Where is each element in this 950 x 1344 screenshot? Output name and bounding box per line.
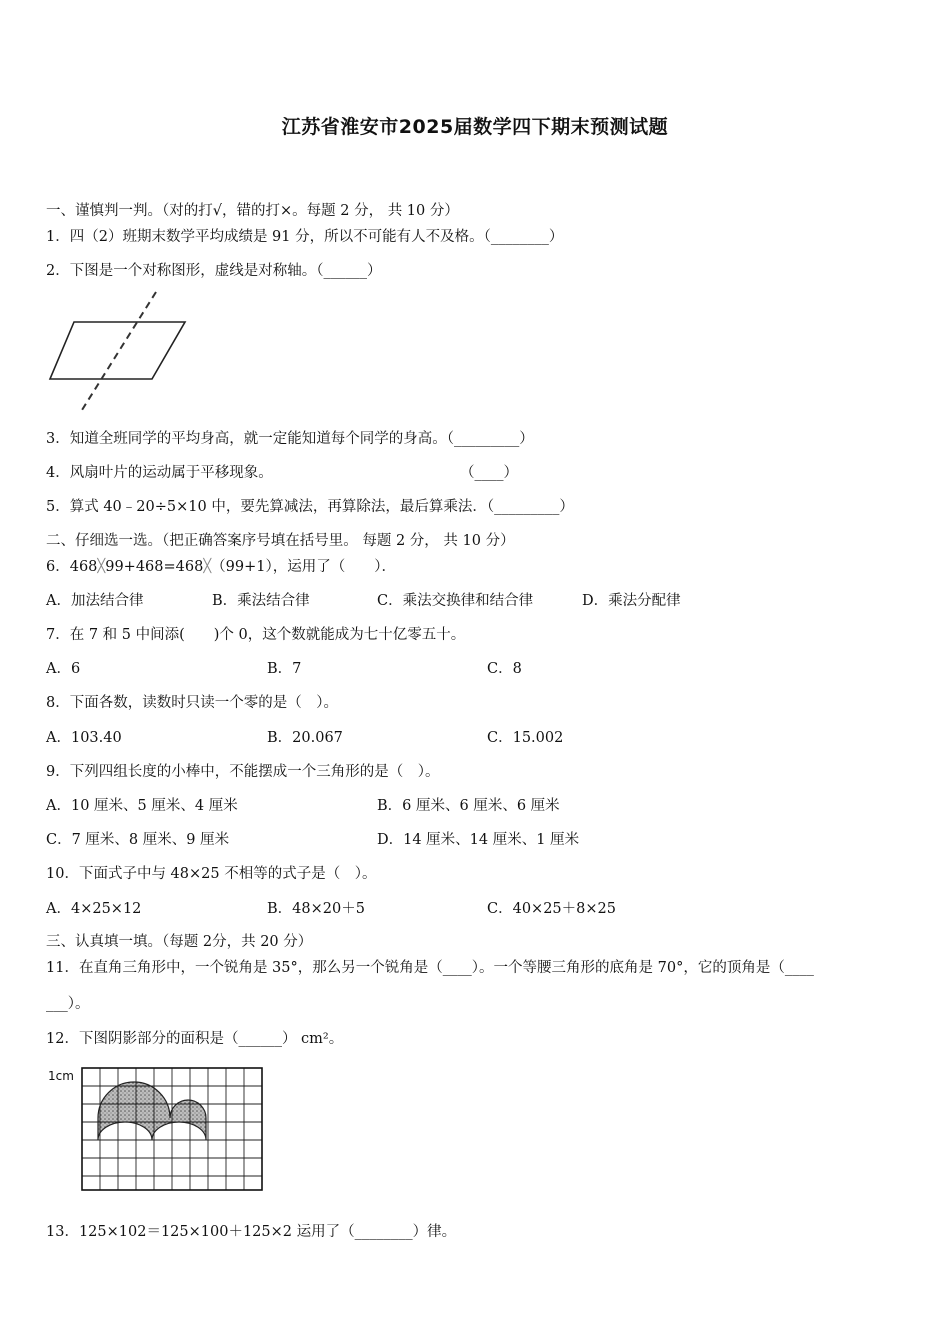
section-heading-2: 二、仔细选一选。（把正确答案序号填在括号里。 每题 2 分， 共 10 分） — [46, 533, 515, 549]
question-7: 7．在 7 和 5 中间添( )个 0，这个数就能成为七十亿零五十。 — [46, 627, 466, 643]
question-6-part-3: （99+1），运用了（ ）． — [211, 559, 396, 575]
q6-option-b: B．乘法结合律 — [212, 593, 310, 609]
section-heading-1: 一、谨慎判一判。（对的打√，错的打×。每题 2 分， 共 10 分） — [46, 203, 459, 219]
parallelogram-shape — [50, 322, 185, 379]
question-13: 13．125×102＝125×100＋125×2 运用了（________）律。 — [46, 1224, 457, 1240]
question-5: 5．算式 40﹣20÷5×10 中，要先算减法，再算除法，最后算乘法．（_________） — [46, 499, 574, 515]
section-heading-3: 三、认真填一填。（每题 2分，共 20 分） — [46, 934, 313, 950]
q10-option-a: A．4×25×12 — [46, 901, 142, 917]
q8-option-a: A．103.40 — [46, 730, 122, 746]
q9-option-c: C．7 厘米、8 厘米、9 厘米 — [46, 832, 230, 848]
q7-option-c: C．8 — [487, 661, 522, 677]
symmetry-axis-dashed — [82, 292, 156, 410]
question-12: 12．下图阴影部分的面积是（______） cm²。 — [46, 1031, 344, 1047]
q6-option-d: D．乘法分配律 — [582, 593, 681, 609]
question-11: 11．在直角三角形中，一个锐角是 35°，那么另一个锐角是（____）。一个等腰三角形的底角是 70°，它的顶角是（____ — [46, 960, 814, 976]
q7-option-a: A．6 — [46, 661, 81, 677]
grid-scale-label: 1cm — [48, 1069, 74, 1083]
question-4-answer-blank: （____） — [460, 465, 518, 481]
times-icon: ╳ — [97, 559, 106, 574]
q7-option-b: B．7 — [267, 661, 302, 677]
question-3: 3．知道全班同学的平均身高，就一定能知道每个同学的身高。（_________） — [46, 431, 534, 447]
q10-option-c: C．40×25＋8×25 — [487, 901, 616, 917]
question-8: 8．下面各数，读数时只读一个零的是（ ）。 — [46, 695, 338, 711]
times-icon: ╳ — [203, 559, 212, 574]
grid-lines — [82, 1068, 262, 1190]
q9-option-b: B．6 厘米、6 厘米、6 厘米 — [377, 798, 560, 814]
q8-option-b: B．20.067 — [267, 730, 343, 746]
question-1: 1．四（2）班期末数学平均成绩是 91 分，所以不可能有人不及格。（________） — [46, 229, 564, 245]
question-4: 4．风扇叶片的运动属于平移现象。 — [46, 465, 273, 481]
page-title: 江苏省淮安市2025届数学四下期末预测试题 — [281, 116, 669, 138]
shaded-area-grid-figure — [80, 1066, 266, 1194]
question-2: 2．下图是一个对称图形，虚线是对称轴。（______） — [46, 263, 382, 279]
question-11-continued: ___）。 — [46, 996, 90, 1012]
question-6-part-1: 6．468 — [46, 559, 98, 575]
question-9: 9．下列四组长度的小棒中，不能摆成一个三角形的是（ ）。 — [46, 764, 440, 780]
q6-option-c: C．乘法交换律和结合律 — [377, 593, 534, 609]
question-10: 10．下面式子中与 48×25 不相等的式子是（ ）。 — [46, 866, 377, 882]
question-6 — [46, 557, 396, 577]
q9-option-d: D．14 厘米、14 厘米、1 厘米 — [377, 832, 580, 848]
question-6-part-2: 99+468=468 — [105, 559, 204, 575]
q9-option-a: A．10 厘米、5 厘米、4 厘米 — [46, 798, 238, 814]
q6-option-a: A．加法结合律 — [46, 593, 144, 609]
q10-option-b: B．48×20＋5 — [267, 901, 365, 917]
parallelogram-figure — [44, 288, 194, 414]
q8-option-c: C．15.002 — [487, 730, 564, 746]
